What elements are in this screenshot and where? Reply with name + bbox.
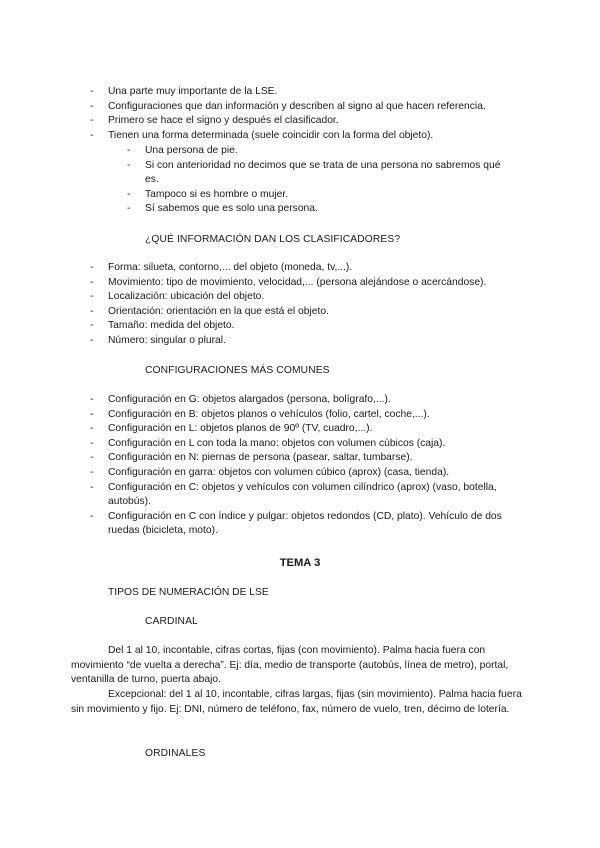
list-item: - Localización: ubicación del objeto. [90,291,265,303]
list-item: - Sí sabemos que es solo una persona. [127,203,318,215]
intro-list [90,85,538,143]
section-heading-info: ¿QUÉ INFORMACIÓN DAN LOS CLASIFICADORES? [145,234,401,245]
section-heading-config: CONFIGURACIONES MÁS COMUNES [145,365,330,376]
info-list [90,261,538,349]
list-item: - Configuración en C con índice y pulgar: objetos redondos (CD, plato). Vehículo de dos ruedas (bicicleta, moto). [90,510,502,537]
forma-sublist [127,144,525,217]
list-item: - Si con anterioridad no decimos que se trata de una persona no sabremos qué es. [127,159,501,186]
list-item: - Número: singular o plural. [90,334,226,346]
list-item: - Una parte muy importante de la LSE. [90,86,278,97]
paragraph-cardinal-2: Excepcional: del 1 al 10, incontable, cifras largas, fijas (sin movimiento). Palma hacia fuera sin movimiento y fijo. Ej: DNI, número de teléfono, fax, número de vuelo, tren, décimo de lotería. [71,689,522,715]
list-item: - Configuración en C: objetos y vehículos con volumen cilíndrico (aprox) (vaso, botella, autobús). [90,481,497,508]
list-item: - Tampoco si es hombre o mujer. [127,188,289,200]
config-list [90,393,538,539]
list-item: - Configuraciones que dan información y describen al signo al que hacen referencia. [90,100,486,112]
list-item: - Configuración en L: objetos planos de 90º (TV, cuadro,...). [90,423,373,435]
tema-title: TEMA 3 [279,557,321,569]
list-item: - Configuración en G: objetos alargados (persona, bolígrafo,...). [90,394,391,405]
list-item: - Una persona de pie. [127,145,238,156]
list-item: - Configuración en L con toda la mano: objetos con volumen cúbicos (caja). [90,437,446,449]
list-item: - Orientación: orientación en la que está el objeto. [90,305,329,317]
section-heading-tipos: TIPOS DE NUMERACIÓN DE LSE [108,587,269,598]
list-item: - Tamaño: medida del objeto. [90,320,235,332]
section-heading-ordinales: ORDINALES [145,748,206,759]
list-item: - Configuración en garra: objetos con volumen cúbico (aprox) (casa, tienda). [90,466,450,478]
list-item: - Primero se hace el signo y después el clasificador. [90,115,339,127]
list-item: - Forma: silueta, contorno,... del objeto (moneda, tv,...). [90,262,353,273]
section-heading-cardinal: CARDINAL [145,616,198,627]
list-item: - Movimiento: tipo de movimiento, velocidad,... (persona alejándose o acercándose). [90,276,487,288]
list-item: - Tienen una forma determinada (suele coincidir con la forma del objeto). [90,129,434,141]
list-item: - Configuración en B: objetos planos o vehículos (folio, cartel, coche,...). [90,408,430,420]
paragraph-cardinal-1: Del 1 al 10, incontable, cifras cortas, fijas (con movimiento). Palma hacia fuera con movimiento “de vuelta a derecha”. Ej: día, medio de transporte (autobús, línea de metro), portal, ventanilla de turno, puerta abajo. [71,645,509,686]
list-item: - Configuración en N: piernas de persona (pasear, saltar, tumbarse). [90,452,413,464]
